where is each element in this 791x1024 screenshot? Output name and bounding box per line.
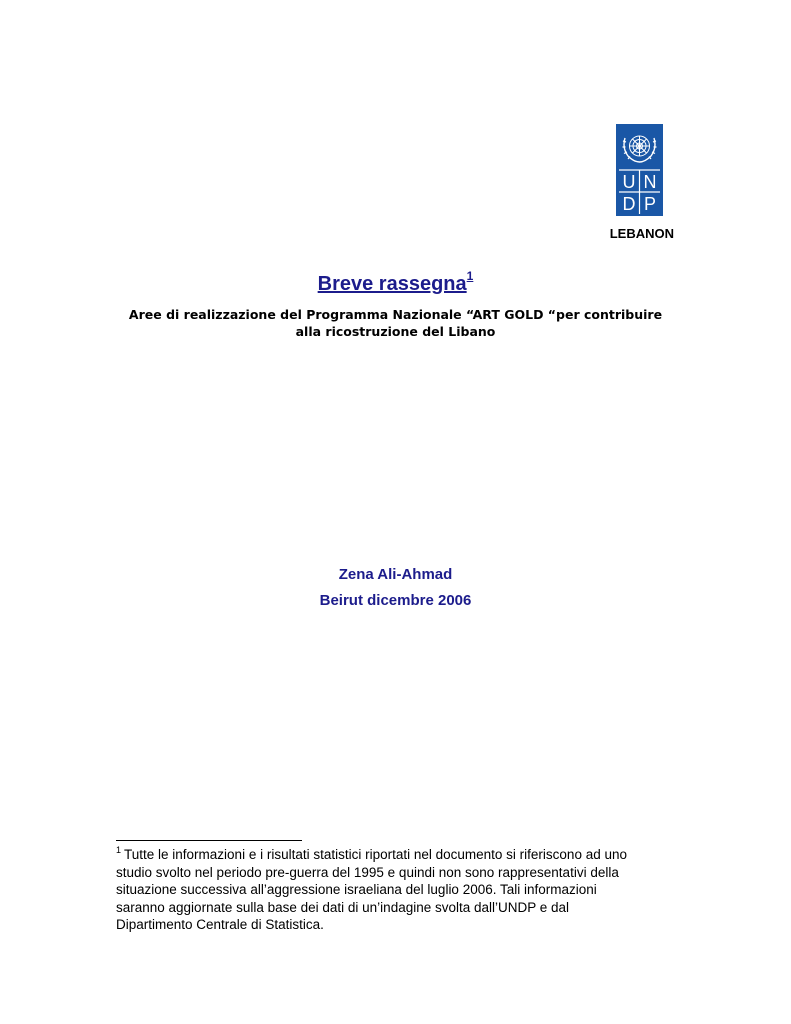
undp-logo [616, 124, 663, 216]
logo-letter-d: D [622, 194, 636, 214]
footnote-line: saranno aggiornate sulla base dei dati di un’indagine svolta dall’UNDP e dal [116, 899, 570, 915]
document-subtitle [100, 306, 691, 340]
title-footnote-ref[interactable]: 1 [466, 269, 474, 283]
subtitle-line: Aree di realizzazione del Programma Nazionale “ART GOLD “per contribuire [128, 307, 663, 322]
subtitle-line: alla ricostruzione del Libano [295, 324, 496, 339]
footnote-line: Dipartimento Centrale di Statistica. [116, 917, 324, 932]
logo-letter-n: N [643, 172, 657, 192]
document-title [0, 269, 791, 296]
undp-logo-graphic [616, 124, 663, 216]
title-text: Breve rassegna [317, 273, 467, 295]
footnote-line: studio svolto nel periodo pre-guerra del 1995 e quindi non sono rappresentativi della [116, 864, 619, 880]
author-name: Zena Ali-Ahmad [338, 566, 453, 583]
logo-letter-p: P [643, 194, 657, 214]
logo-letter-u: U [622, 172, 636, 192]
footnote-line: situazione successiva all’aggressione israeliana del luglio 2006. Tali informazioni [116, 882, 597, 897]
footnote-separator [116, 840, 302, 841]
footnote [116, 846, 676, 934]
footnote-number: 1 [116, 845, 122, 855]
footnote-line-text: Tutte le informazioni e i risultati statistici riportati nel documento si riferiscono ad uno [124, 847, 627, 862]
country-label: LEBANON [609, 226, 674, 241]
place-date: Beirut dicembre 2006 [319, 592, 472, 609]
footnote-line [116, 846, 676, 864]
